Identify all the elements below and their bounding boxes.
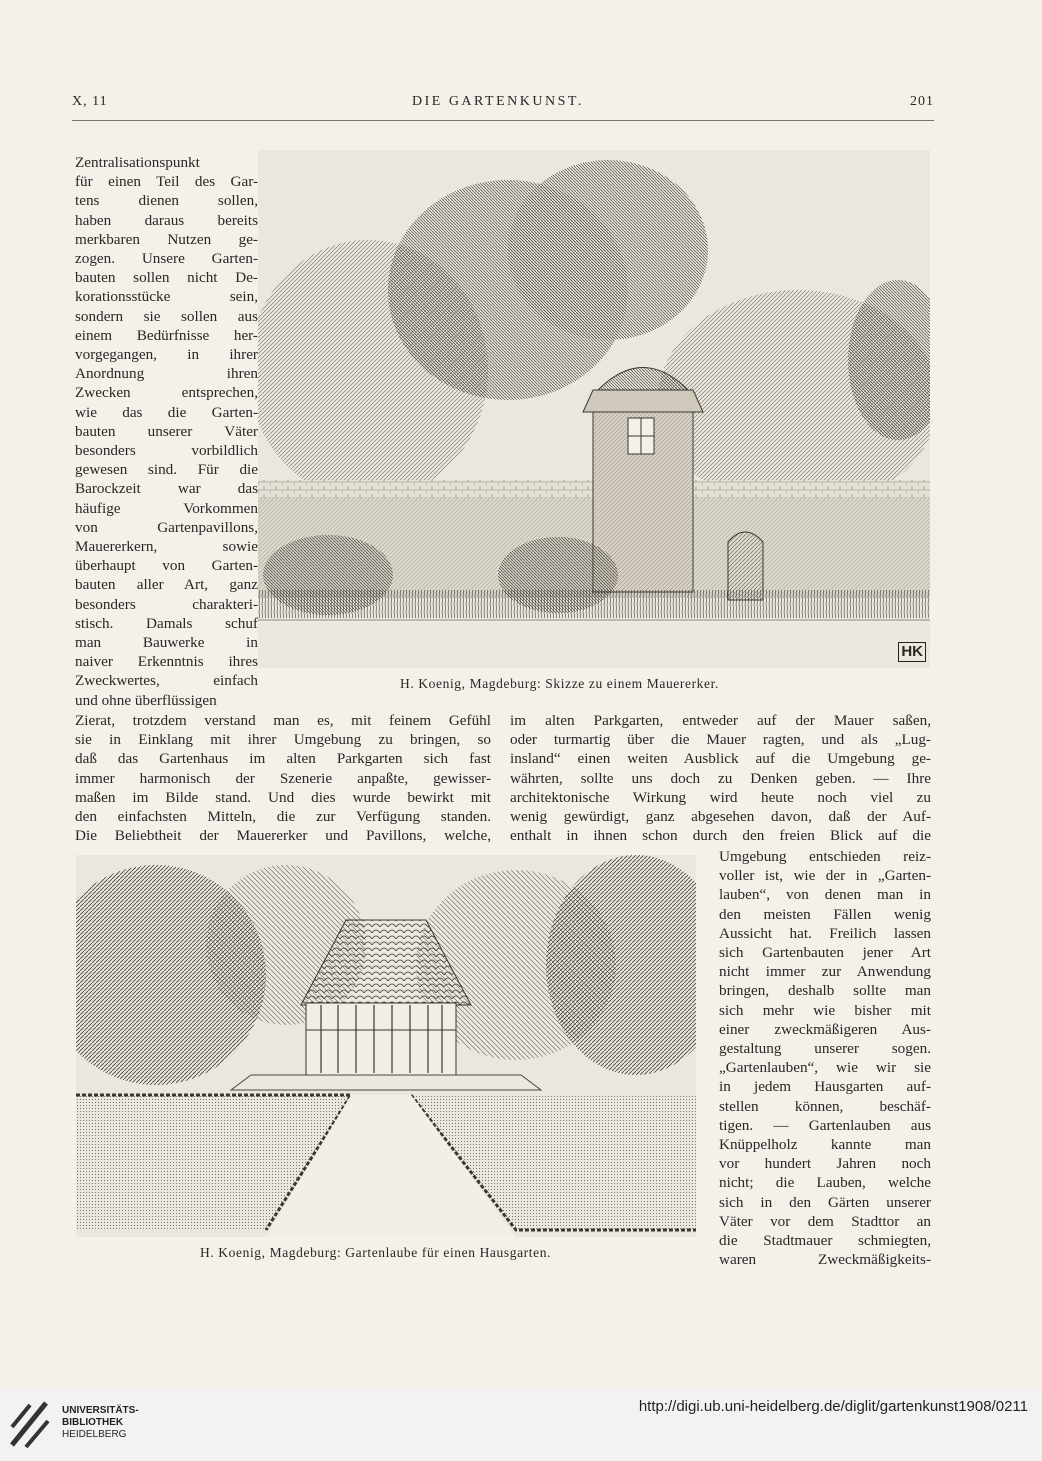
text-line: sondern sie sollen aus [75,307,258,325]
text-line: sich mehr wie bisher mit [719,1001,931,1019]
text-line: voller ist, wie der in „Garten- [719,867,931,885]
text-line: daß das Gartenhaus im alten Parkgarten sich fast [75,750,491,768]
text-line: tigen. — Gartenlauben aus [719,1116,931,1134]
page-number: 201 [910,94,934,109]
text-line: sich Gartenbauten jener Art [719,944,931,962]
text-line: Zweckwertes, einfach [75,672,258,690]
text-line: Mauererkern, sowie [75,538,258,556]
text-line: Anordnung ihren [75,365,258,383]
text-line: gestaltung unserer sogen. [719,1040,931,1058]
library-name-line: BIBLIOTHEK [62,1417,124,1428]
text-line: stellen können, beschäf- [719,1097,931,1115]
text-line: naiver Erkenntnis ihres [75,653,258,671]
text-line: und ohne überflüssigen [75,691,217,709]
text-line: Die Beliebtheit der Mauererker und Pavillons, welche, [75,827,491,845]
header-rule [72,120,934,121]
text-line: besonders charakteri- [75,595,258,613]
illustration-mauererker [258,150,930,668]
text-line: merkbaren Nutzen ge- [75,230,258,248]
text-line: bauten unserer Väter [75,422,258,440]
artist-monogram: HK [898,642,926,662]
text-line: Zwecken entsprechen, [75,384,258,402]
text-line: sich in den Gärten unserer [719,1193,931,1211]
text-line: Väter vor dem Stadttor an [719,1212,931,1230]
text-line: enthalt in ihnen schon durch den freien Blick auf die [510,827,931,845]
running-head-title: DIE GARTENKUNST. [412,94,584,109]
text-line: einem Bedürfnisse her- [75,326,258,344]
text-line: Zierat, trotzdem verstand man es, mit feinem Gefühl [75,712,491,729]
text-line: architektonische Wirkung wird heute noch viel zu [510,788,931,806]
text-line: währten, sollte uns doch zu Denken geben. — Ihre [510,769,931,787]
text-line: maßen im Bilde stand. Und dies wurde bewirkt mit [75,788,491,806]
permalink[interactable]: http://digi.ub.uni-heidelberg.de/diglit/gartenkunst1908/0211 [638,1398,1028,1415]
text-column-right-bottom [719,847,931,1269]
text-line: haben daraus bereits [75,211,258,229]
figure-mauererker [258,150,930,668]
text-line: Barockzeit war das [75,480,258,498]
text-line: wenig gewürdigt, ganz abgesehen davon, daß der Auf- [510,808,931,826]
text-line: vor hundert Jahren noch [719,1155,931,1173]
text-line: besonders vorbildlich [75,442,258,460]
text-line: man Bauwerke in [75,634,258,652]
text-line: den einfachsten Mitteln, die zur Verfügung standen. [75,808,491,826]
text-line: nicht; die Lauben, welche [719,1174,931,1192]
text-line: gewesen sind. Für die [75,461,258,479]
text-line: Umgebung entschieden reiz- [719,848,931,865]
figure-gartenlaube [76,855,696,1237]
text-line: tens dienen sollen, [75,192,258,210]
text-line: bauten aller Art, ganz [75,576,258,594]
text-column-left-top [75,153,258,710]
illustration-gartenlaube [76,855,696,1237]
text-line: stisch. Damals schuf [75,614,258,632]
text-line: häufige Vorkommen [75,499,258,517]
text-line: Aussicht hat. Freilich lassen [719,924,931,942]
text-line: korationsstücke sein, [75,288,258,306]
text-line: für einen Teil des Gar- [75,173,258,191]
text-line: vorgegangen, in ihrer [75,346,258,364]
text-line: zogen. Unsere Garten- [75,250,258,268]
text-line: nicht immer zur Anwendung [719,963,931,981]
text-column-left-middle [75,711,491,845]
text-line: lauben“, von denen man in [719,886,931,904]
text-line: Knüppelholz kannte man [719,1136,931,1154]
text-line: die Stadtmauer schmiegten, [719,1232,931,1250]
text-line: waren Zweckmäßigkeits- [719,1251,931,1269]
text-line: oder turmartig über die Mauer ragten, und als „Lug- [510,731,931,749]
text-line: sie in Einklang mit ihrer Umgebung zu bringen, so [75,731,491,749]
library-name-line: HEIDELBERG [62,1429,127,1440]
library-name-line: UNIVERSITÄTS- [62,1405,139,1416]
text-line: überhaupt von Garten- [75,557,258,575]
text-column-right-middle [510,711,931,845]
text-line: den meisten Fällen wenig [719,905,931,923]
text-line: insland“ einen weiten Ausblick auf die Umgebung ge- [510,750,931,768]
library-logo-icon [8,1399,52,1449]
text-line: einer zweckmäßigeren Aus- [719,1020,931,1038]
text-line: immer harmonisch der Szenerie anpaßte, gewisser- [75,769,491,787]
text-line: im alten Parkgarten, entweder auf der Mauer saßen, [510,712,931,729]
text-line: Zentralisationspunkt [75,154,200,171]
running-head-left: X, 11 [72,94,108,109]
text-line: wie das die Garten- [75,403,258,421]
text-line: „Gartenlauben“, wie wir sie [719,1059,931,1077]
text-line: von Gartenpavillons, [75,518,258,536]
figure-caption-2: H. Koenig, Magdeburg: Gartenlaube für einen Hausgarten. [200,1245,552,1260]
figure-caption-1: H. Koenig, Magdeburg: Skizze zu einem Mauererker. [400,676,719,691]
text-line: in jedem Hausgarten auf- [719,1078,931,1096]
text-line: bringen, deshalb sollte man [719,982,931,1000]
library-name [62,1405,139,1441]
text-line: bauten sollen nicht De- [75,269,258,287]
